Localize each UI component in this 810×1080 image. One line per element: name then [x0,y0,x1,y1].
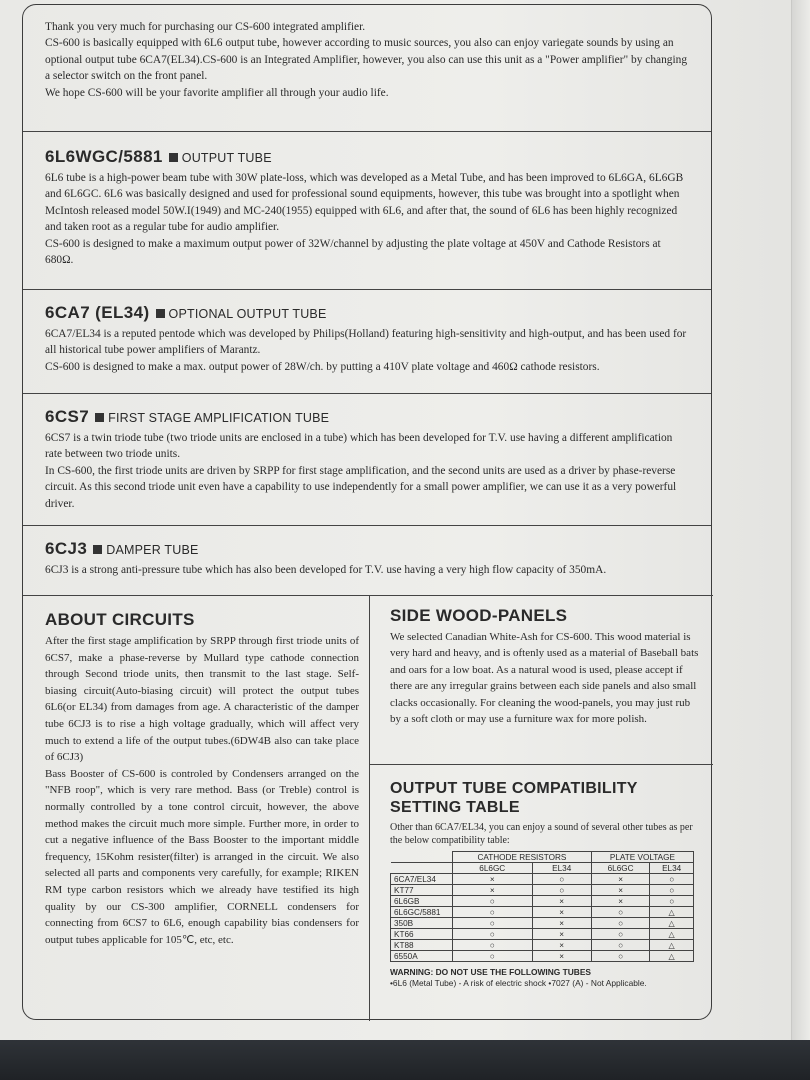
cell-value: × [532,951,591,962]
col-header: 6L6GC [453,863,533,874]
row-tube-name: 6L6GB [391,896,453,907]
section-6l6-heading [45,146,689,169]
about-circuits-section [23,595,369,1021]
cell-value: △ [650,940,694,951]
section-6ca7-subtitle: OPTIONAL OUTPUT TUBE [168,307,327,321]
square-bullet-icon [93,545,102,554]
row-tube-name: 350B [391,918,453,929]
table-row [391,929,694,940]
section-6ca7 [23,289,711,393]
cell-value: ○ [453,918,533,929]
section-6l6-text-2: CS-600 is designed to make a maximum output power of 32W/channel by adjusting the plate voltage at 450V and Cathode Resistors at 680Ω. [45,237,661,267]
cell-value: ○ [591,918,649,929]
wood-panels-section [370,596,713,764]
compatibility-title [390,779,699,817]
compatibility-table [390,851,694,962]
wood-panels-title: SIDE WOOD-PANELS [390,606,568,625]
section-6cj3-subtitle: DAMPER TUBE [106,543,199,557]
cell-value: × [591,896,649,907]
row-tube-name: 6550A [391,951,453,962]
section-6l6-title: 6L6WGC/5881 [45,147,163,166]
right-column [369,595,713,1021]
section-6ca7-text-2: CS-600 is designed to make a max. output power of 28W/ch. by putting a 410V plate voltage and 460Ω cathode resistors. [45,360,600,373]
section-6ca7-title: 6CA7 (EL34) [45,303,150,322]
compatibility-intro: Other than 6CA7/EL34, you can enjoy a sound of several other tubes as per the below compatibility table: [390,822,693,846]
table-row [391,918,694,929]
cell-value: × [453,874,533,885]
cell-value: ○ [591,951,649,962]
warning-block [390,967,699,989]
warning-title: WARNING: DO NOT USE THE FOLLOWING TUBES [390,967,591,977]
cell-value: △ [650,951,694,962]
table-corner-2 [391,863,453,874]
section-6cs7-title: 6CS7 [45,407,90,426]
cell-value: ○ [591,940,649,951]
cell-value: × [532,896,591,907]
table-row [391,885,694,896]
table-row [391,951,694,962]
cell-value: ○ [532,874,591,885]
cell-value: ○ [650,885,694,896]
about-circuits-title: ABOUT CIRCUITS [45,610,195,629]
section-6cj3 [23,525,711,595]
square-bullet-icon [156,309,165,318]
content-frame [22,4,712,1020]
header-plate-voltage: PLATE VOLTAGE [591,852,693,863]
intro-line-3: We hope CS-600 will be your favorite amplifier all through your audio life. [45,86,389,99]
compatibility-section [370,764,713,1021]
col-header: EL34 [532,863,591,874]
cell-value: × [532,929,591,940]
about-circuits-text-1: After the first stage amplification by SRPP through first triode units of 6CS7, make a phase-reverse by Mullard type cathode connection through Second triode units, then transmit to the last stage. Self-biasing circuit(Auto-biasing circuit) will protect the output tubes 6L6(or EL34) from damages from age. A characteristic of the damper tube 6CJ3 is to rise a high voltage gradually, which will affect very much to extend a life of the output tubes.(6DW4B also can take place of 6CJ3) [45,635,359,764]
table-row [391,907,694,918]
table-row [391,896,694,907]
table-row [391,940,694,951]
compatibility-title-line-1: OUTPUT TUBE COMPATIBILITY [390,780,638,797]
cell-value: ○ [453,896,533,907]
row-tube-name: 6L6GC/5881 [391,907,453,918]
cell-value: ○ [650,874,694,885]
row-tube-name: KT77 [391,885,453,896]
section-6cs7-text-1: 6CS7 is a twin triode tube (two triode units are enclosed in a tube) which has been developed for T.V. use having a different amplification rate between two triode units. [45,432,673,461]
section-6cj3-title: 6CJ3 [45,539,88,558]
col-header: 6L6GC [591,863,649,874]
col-header: EL34 [650,863,694,874]
cell-value: △ [650,907,694,918]
cell-value: △ [650,918,694,929]
intro-line-2: CS-600 is basically equipped with 6L6 output tube, however according to music sources, you also can enjoy variegate sounds by using an optional output tube 6CA7(EL34).CS-600 is an Integrated Amplifier, however, you also can use this unit as a "Power amplifier" by changing a selector switch on the front panel. [45,37,688,83]
section-6l6-text-1: 6L6 tube is a high-power beam tube with 30W plate-loss, which was developed as a Metal Tube, and has been improved to 6L6GA, 6L6GB and 6L6GC. 6L6 was basically designed and used for professional sound equipments, however, this tube was brought into a spotlight when McIntosh released model 50W.I(1949) and MC-240(1955) equipped with 6L6, and after that, the sound of 6L6 has been highly recognized and taken root as a regular tube for audio amplifier. [45,172,684,234]
section-6ca7-text-1: 6CA7/EL34 is a reputed pentode which was developed by Philips(Holland) featuring high-sensitivity and high-output, and has been used for all historical tube power amplifiers of Marantz. [45,328,687,357]
square-bullet-icon [169,153,178,162]
cell-value: × [591,885,649,896]
cell-value: ○ [453,940,533,951]
row-tube-name: 6CA7/EL34 [391,874,453,885]
warning-text: •6L6 (Metal Tube) - A risk of electric shock •7027 (A) - Not Applicable. [390,978,647,988]
cell-value: × [591,874,649,885]
compatibility-title-line-2: SETTING TABLE [390,799,520,816]
section-6l6 [23,131,711,289]
section-6cj3-text-1: 6CJ3 is a strong anti-pressure tube which has also been developed for T.V. use having a very high flow capacity of 350mA. [45,564,607,576]
row-tube-name: KT66 [391,929,453,940]
cell-value: ○ [453,929,533,940]
cell-value: △ [650,929,694,940]
table-row [391,874,694,885]
cell-value: × [453,885,533,896]
table-corner [391,852,453,863]
header-cathode-resistors: CATHODE RESISTORS [453,852,592,863]
intro-section [23,19,711,131]
section-6cs7 [23,393,711,525]
cell-value: ○ [532,885,591,896]
section-6l6-subtitle: OUTPUT TUBE [181,151,272,165]
square-bullet-icon [95,413,104,422]
next-page-edge [791,0,810,1040]
cell-value: ○ [650,896,694,907]
about-circuits-text-2: Bass Booster of CS-600 is controled by Condensers arranged on the "NFB roop", which is very rare method. Bass (or Treble) control is normally controlled by a tone control circuit, however, the above method makes the circuit much more simple. Further more, in order to cut a negative influence of the Bass Booster to the important middle frequency, 15Kohm resister(filter) is arranged in the circuit. We also selected all parts and components very carefully, for example; RIKEN RM type carbon resistors which we already have testified its high quality by our CS-300 amplifier, CORNELL condensers for connecting from 6CS7 to 6L6, enough capability bias condensers for output tubes applicable for 105℃, etc, etc. [45,767,359,946]
cell-value: × [532,940,591,951]
cell-value: × [532,918,591,929]
cell-value: ○ [591,907,649,918]
section-6cj3-heading [45,538,689,561]
intro-line-1: Thank you very much for purchasing our CS-600 integrated amplifier. [45,21,366,33]
section-6cs7-text-2: In CS-600, the first triode units are driven by SRPP for first stage amplification, and the second units are used as a driver by phase-reverse circuit. As this second triode unit even have a capability to use independently for a small power amplifier, we can use it as a very powerful driver. [45,464,677,510]
section-6cs7-heading [45,406,689,429]
cell-value: ○ [453,907,533,918]
section-6ca7-heading [45,302,689,325]
background-surface [0,1040,810,1080]
row-tube-name: KT88 [391,940,453,951]
wood-panels-text: We selected Canadian White-Ash for CS-600. This wood material is very hard and heavy, and is oftenly used as a material of Baseball bats and oars for a low boat. As a natural wood is used, please accept if there are any irregular grains between each side panels and also small clacks occasionally. For cleaning the wood-panels, you may just rub by a soft cloth or may use a furniture wax for more polish. [390,631,699,726]
cell-value: × [532,907,591,918]
cell-value: ○ [453,951,533,962]
cell-value: ○ [591,929,649,940]
section-6cs7-subtitle: FIRST STAGE AMPLIFICATION TUBE [108,411,330,425]
